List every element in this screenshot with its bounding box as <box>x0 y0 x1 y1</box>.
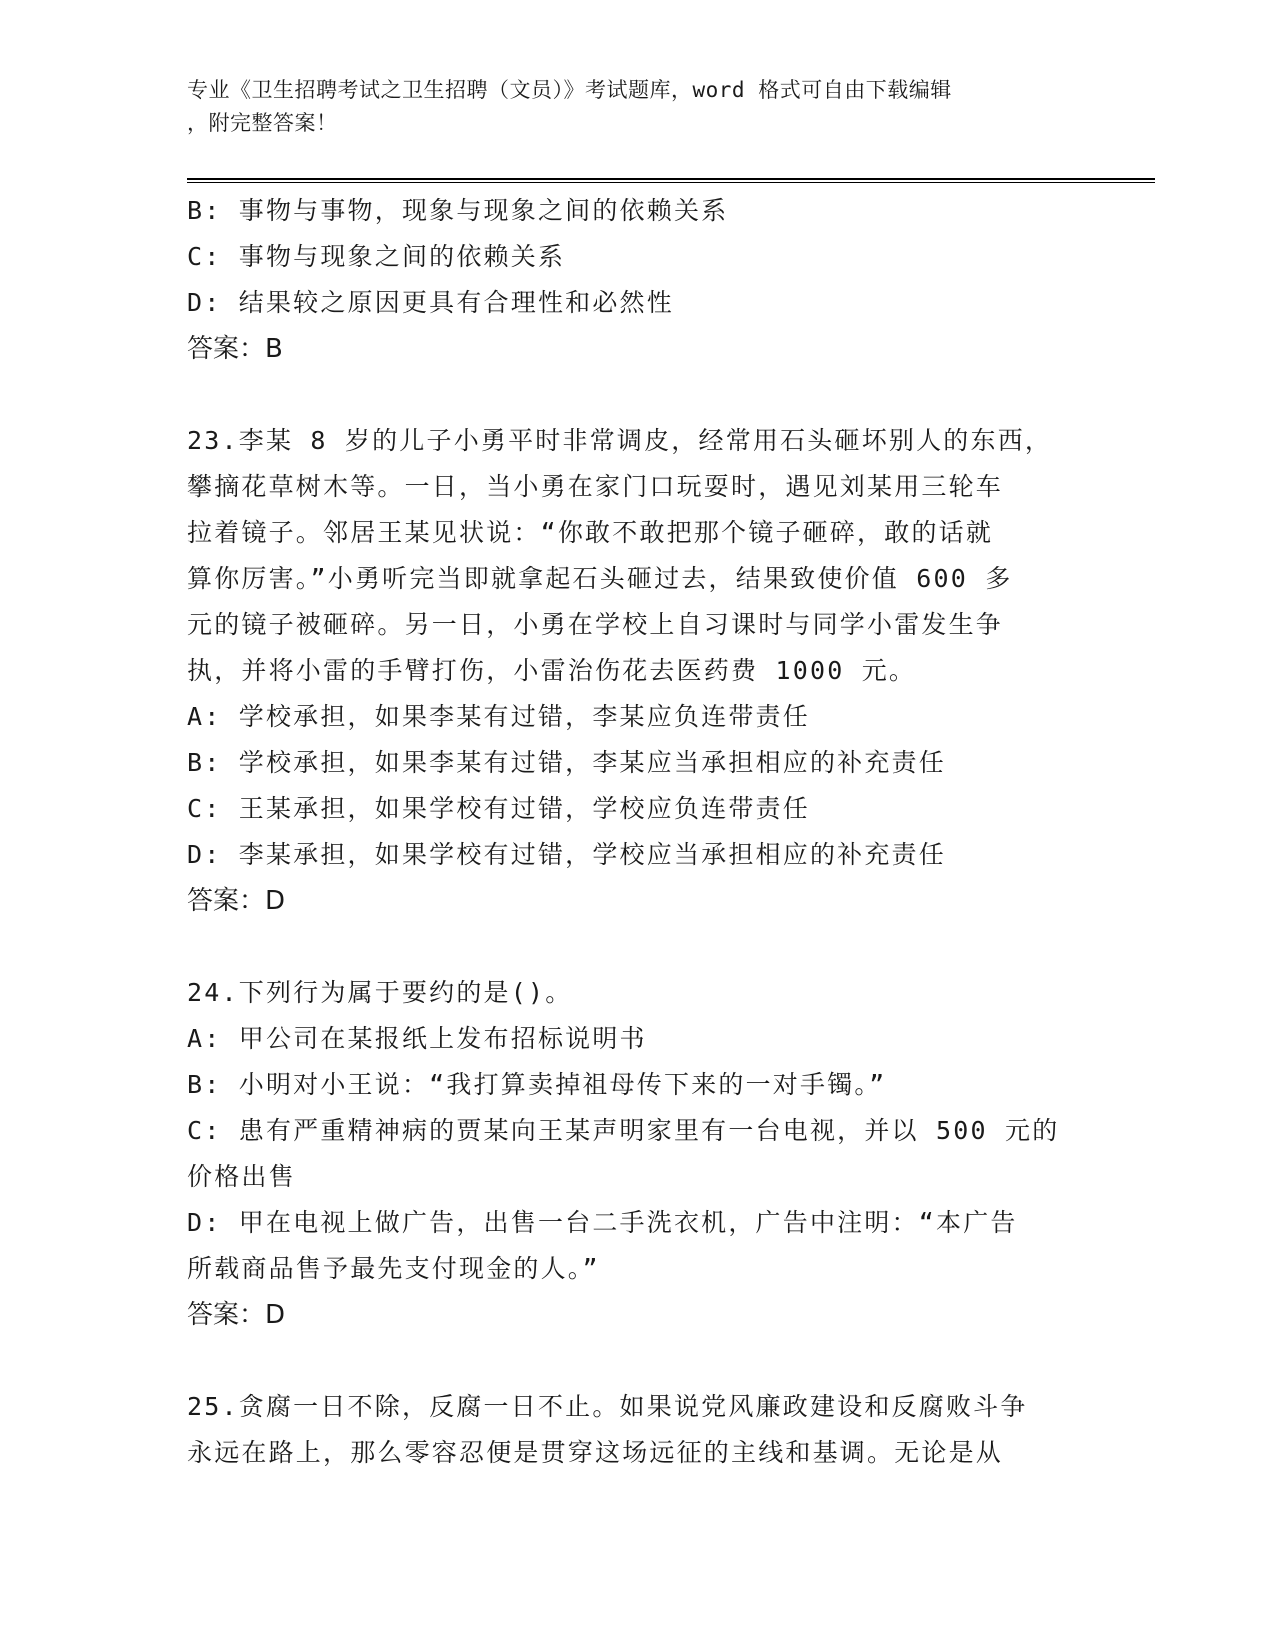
option-c: C: 患有严重精神病的贾某向王某声明家里有一台电视，并以 500 元的 <box>187 1116 1060 1145</box>
question-23 <box>187 418 1087 924</box>
option-b: B: 学校承担，如果李某有过错，李某应当承担相应的补充责任 <box>187 748 946 777</box>
stem-line: 拉着镜子。邻居王某见状说：“你敢不敢把那个镜子砸碎，敢的话就 <box>187 518 994 547</box>
stem-line: 25.贪腐一日不除，反腐一日不止。如果说党风廉政建设和反腐败斗争 <box>187 1392 1028 1421</box>
stem-line: 执，并将小雷的手臂打伤，小雷治伤花去医药费 1000 元。 <box>187 656 917 685</box>
option-c-continued: 价格出售 <box>187 1162 296 1191</box>
option-c: C: 事物与现象之间的依赖关系 <box>187 242 566 271</box>
option-b: B: 小明对小王说：“我打算卖掉祖母传下来的一对手镯。” <box>187 1070 887 1099</box>
option-d: D: 李某承担，如果学校有过错，学校应当承担相应的补充责任 <box>187 840 946 869</box>
option-d-continued: 所载商品售予最先支付现金的人。” <box>187 1254 600 1283</box>
answer-line: 答案：D <box>187 1300 286 1330</box>
question-fragment <box>187 188 1087 372</box>
document-body <box>187 188 1087 1476</box>
stem-line: 元的镜子被砸碎。另一日，小勇在学校上自习课时与同学小雷发生争 <box>187 610 1004 639</box>
stem-line: 永远在路上，那么零容忍便是贯穿这场远征的主线和基调。无论是从 <box>187 1438 1004 1467</box>
option-a: A: 学校承担，如果李某有过错，李某应负连带责任 <box>187 702 810 731</box>
question-24 <box>187 970 1087 1338</box>
header-rule <box>187 178 1155 180</box>
header-rule-thin <box>187 182 1155 183</box>
answer-line: 答案：B <box>187 334 283 364</box>
question-25 <box>187 1384 1087 1476</box>
header-line-2: ，附完整答案！ <box>187 111 338 135</box>
question-stem <box>187 418 1087 694</box>
answer-line: 答案：D <box>187 886 286 916</box>
stem-line: 23.李某 8 岁的儿子小勇平时非常调皮，经常用石头砸坏别人的东西， <box>187 426 1053 455</box>
stem-line: 攀摘花草树木等。一日，当小勇在家门口玩耍时，遇见刘某用三轮车 <box>187 472 1004 501</box>
option-d: D: 结果较之原因更具有合理性和必然性 <box>187 288 674 317</box>
option-c: C: 王某承担，如果学校有过错，学校应负连带责任 <box>187 794 810 823</box>
option-d: D: 甲在电视上做广告，出售一台二手洗衣机，广告中注明：“本广告 <box>187 1208 1018 1237</box>
header-line-1: 专业《卫生招聘考试之卫生招聘（文员）》考试题库，word 格式可自由下载编辑 <box>187 78 952 102</box>
page-header <box>187 74 1067 140</box>
question-stem: 24.下列行为属于要约的是()。 <box>187 978 573 1007</box>
option-b: B: 事物与事物，现象与现象之间的依赖关系 <box>187 196 729 225</box>
option-a: A: 甲公司在某报纸上发布招标说明书 <box>187 1024 647 1053</box>
stem-line: 算你厉害。”小勇听完当即就拿起石头砸过去，结果致使价值 600 多 <box>187 564 1013 593</box>
